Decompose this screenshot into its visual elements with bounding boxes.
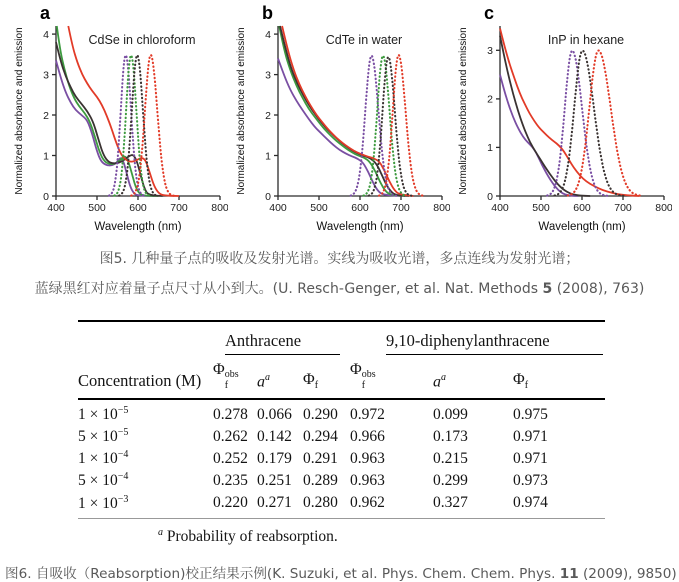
y-tick-label: 1: [265, 150, 271, 163]
value-cell: 0.278: [213, 405, 248, 423]
x-tick-label: 700: [392, 202, 410, 214]
y-tick-label: 2: [487, 93, 493, 106]
concentration-cell: $5 \times 10^{-5}$: [78, 427, 129, 446]
col-header-a-1: $a^a$: [257, 355, 303, 399]
col-header-a-2: $a^a$: [433, 355, 513, 399]
table-footnote: $^a$ Probability of reabsorption.: [158, 526, 338, 545]
table-body: [78, 399, 605, 518]
value-cell: 0.975: [513, 405, 548, 423]
value-cell: 0.289: [303, 472, 338, 490]
column-header-row: [78, 355, 605, 399]
chart-panel-a: [6, 2, 228, 236]
cdte-emission-purple-curve: [351, 56, 397, 196]
y-tick-label: 4: [43, 28, 49, 41]
y-tick-label: 1: [43, 150, 49, 163]
table-row: [78, 448, 605, 470]
chart-canvas: [450, 2, 672, 236]
y-axis-label: Normalized absorbance and emission: [236, 27, 247, 195]
x-tick-label: 500: [88, 202, 106, 214]
figure5-caption-reference: 蓝绿黑红对应着量子点尺寸从小到大。(U. Resch-Genger, et al. Nat. Methods: [34, 281, 543, 297]
group-header-row: [78, 321, 605, 355]
y-tick-label: 2: [265, 109, 271, 122]
x-tick-label: 400: [269, 202, 287, 214]
value-cell: 0.290: [303, 405, 338, 423]
figure6-caption-text: 图6. 自吸收（Reabsorption)校正结果示例(K. Suzuki, et al. Phys. Chem. Chem. Phys.: [5, 565, 560, 582]
cdte-absorption-green-curve: [279, 26, 405, 196]
value-cell: 0.271: [257, 492, 303, 518]
group-header-anthracene: Anthracene: [213, 321, 350, 355]
value-cell: 0.280: [303, 492, 350, 518]
x-tick-label: 500: [532, 202, 550, 214]
figure5-caption-line1: [0, 244, 679, 274]
x-tick-label: 600: [129, 202, 147, 214]
y-tick-label: 2: [43, 109, 49, 122]
table-row: [78, 470, 605, 492]
value-cell: 0.215: [433, 449, 468, 467]
x-tick-label: 600: [573, 202, 591, 214]
col-header-concentration: Concentration (M): [78, 355, 213, 399]
y-tick-label: 4: [265, 28, 271, 41]
group-header-diphenylanthracene: 9,10-diphenylanthracene: [350, 321, 605, 355]
value-cell: 0.179: [257, 449, 292, 467]
value-cell: 0.963: [350, 472, 385, 490]
value-cell: 0.099: [433, 405, 468, 423]
inp-absorption-red-curve: [500, 28, 639, 196]
x-tick-label: 700: [170, 202, 188, 214]
value-cell: 0.262: [213, 427, 248, 445]
chart-canvas: [6, 2, 228, 236]
value-cell: 0.220: [213, 492, 257, 518]
chart-title: CdSe in chloroform: [88, 33, 196, 47]
x-tick-label: 700: [614, 202, 632, 214]
panel-label: c: [484, 3, 495, 23]
figure5-caption-line2: [0, 274, 679, 304]
value-cell: 0.251: [257, 472, 292, 490]
table-row: [78, 492, 605, 518]
value-cell: 0.966: [350, 427, 385, 445]
value-cell: 0.235: [213, 472, 248, 490]
group-header-empty: [78, 321, 213, 355]
value-cell: 0.962: [350, 492, 433, 518]
y-tick-label: 0: [265, 190, 271, 203]
y-tick-label: 3: [487, 45, 493, 58]
col-header-phi-obs-2: Φ obs f: [350, 355, 433, 399]
value-cell: 0.252: [213, 449, 248, 467]
figure6-volume-number: 11: [559, 565, 579, 582]
figure5-caption: [0, 244, 679, 304]
chart-title: InP in hexane: [547, 33, 625, 47]
x-tick-label: 400: [47, 202, 65, 214]
concentration-cell: $1 \times 10^{-4}$: [78, 449, 129, 468]
x-tick-label: 800: [211, 202, 228, 214]
value-cell: 0.972: [350, 405, 385, 423]
figure5-volume-number: 5: [542, 281, 553, 297]
chart-panel-b: [228, 2, 450, 236]
figure5-caption-text: 图5. 几种量子点的吸收及发射光谱。实线为吸收光谱，多点连线为发射光谱；: [99, 251, 580, 267]
table-row: [78, 426, 605, 448]
value-cell: 0.963: [350, 449, 385, 467]
value-cell: 0.066: [257, 405, 292, 423]
figure5-caption-reference-end: (2008), 763): [552, 281, 645, 297]
concentration-cell: $5 \times 10^{-4}$: [78, 471, 129, 490]
y-tick-label: 3: [43, 69, 49, 82]
value-cell: 0.142: [257, 427, 292, 445]
figure6-caption-end: (2009), 9850): [578, 565, 677, 582]
x-axis-label: Wavelength (nm): [538, 221, 626, 233]
y-axis-label: Normalized absorbance and emission: [458, 27, 469, 195]
cdse-absorption-black-curve: [56, 42, 163, 196]
inp-emission-black-curve: [555, 51, 625, 196]
chart-panel-c: [450, 2, 672, 236]
x-tick-label: 800: [655, 202, 672, 214]
y-axis-label: Normalized absorbance and emission: [14, 27, 25, 195]
y-tick-label: 3: [265, 69, 271, 82]
x-tick-label: 400: [491, 202, 509, 214]
axes: [56, 26, 220, 196]
value-cell: 0.973: [513, 472, 548, 490]
x-tick-label: 600: [351, 202, 369, 214]
cdse-absorption-green-curve: [57, 26, 159, 196]
value-cell: 0.974: [513, 492, 605, 518]
figure6-caption: [5, 562, 679, 582]
y-tick-label: 0: [487, 190, 493, 203]
value-cell: 0.291: [303, 449, 338, 467]
col-header-phi-obs-1: Φ obs f: [213, 355, 257, 399]
value-cell: 0.971: [513, 427, 548, 445]
reabsorption-table-wrap: [78, 320, 679, 546]
value-cell: 0.971: [513, 449, 548, 467]
reabsorption-table: [78, 320, 605, 519]
value-cell: 0.294: [303, 427, 338, 445]
col-header-phi-f-2: $\Phi_f$: [513, 355, 605, 399]
col-header-phi-f-1: $\Phi_f$: [303, 355, 350, 399]
y-tick-label: 1: [487, 142, 493, 155]
spectra-figure: [0, 0, 679, 236]
concentration-cell: $1 \times 10^{-5}$: [78, 405, 129, 424]
panel-label: b: [262, 3, 273, 23]
panel-label: a: [40, 3, 51, 23]
chart-title: CdTe in water: [325, 33, 403, 47]
x-axis-label: Wavelength (nm): [316, 221, 404, 233]
x-tick-label: 800: [433, 202, 450, 214]
table-row: [78, 399, 605, 426]
x-axis-label: Wavelength (nm): [94, 221, 182, 233]
chart-canvas: [228, 2, 450, 236]
y-tick-label: 0: [43, 190, 49, 203]
value-cell: 0.299: [433, 472, 468, 490]
cdse-absorption-red-curve: [68, 26, 179, 196]
concentration-cell: $1 \times 10^{-3}$: [78, 492, 213, 518]
value-cell: 0.327: [433, 492, 513, 518]
value-cell: 0.173: [433, 427, 468, 445]
x-tick-label: 500: [310, 202, 328, 214]
